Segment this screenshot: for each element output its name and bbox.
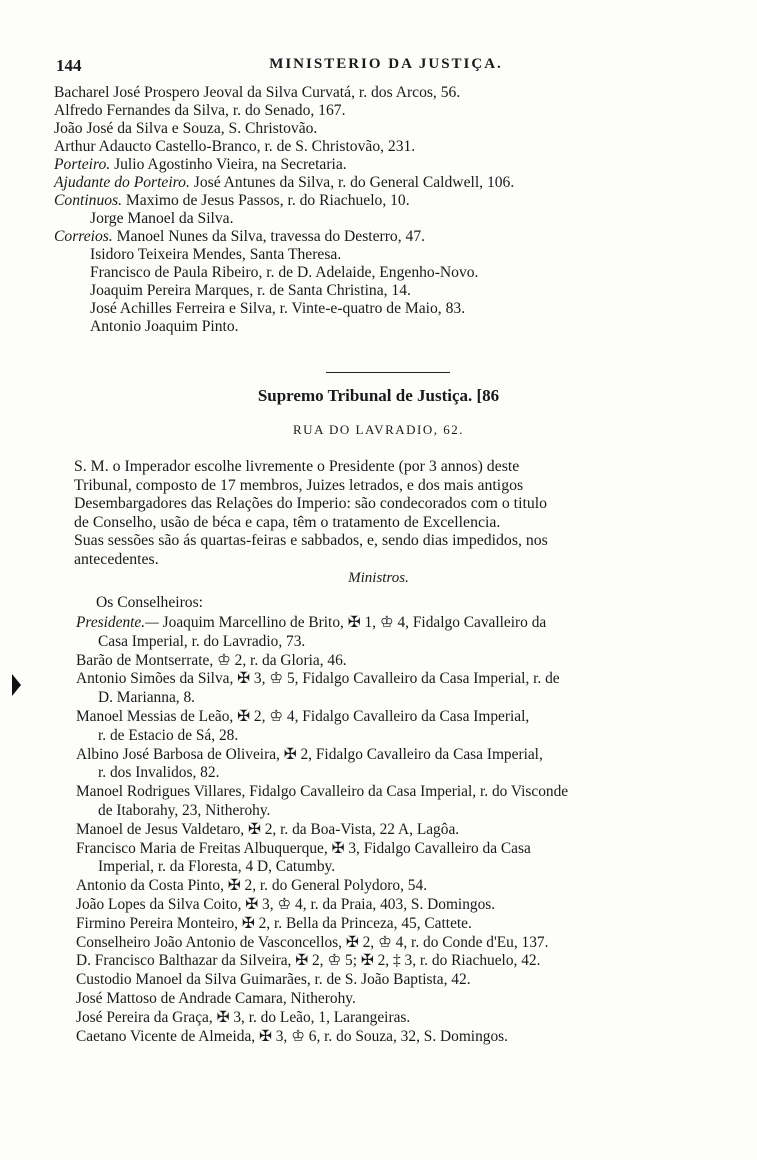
ajudante-line: [54, 174, 704, 192]
minister-entry: D. Francisco Balthazar da Silveira, ✠ 2, ♔ 5; ✠ 2, ‡ 3, r. do Riachuelo, 42.: [76, 952, 541, 970]
section-divider: [326, 372, 450, 373]
tribunal-description: [74, 458, 704, 569]
minister-entry: Manoel Rodrigues Villares, Fidalgo Cavalleiro da Casa Imperial, r. do Visconde: [76, 783, 569, 801]
minister-entry: João Lopes da Silva Coito, ✠ 3, ♔ 4, r. da Praia, 403, S. Domingos.: [76, 895, 496, 913]
staff-line: Alfredo Fernandes da Silva, r. do Senado, 167.: [54, 102, 346, 119]
correios-extra: Joaquim Pereira Marques, r. de Santa Christina, 14.: [90, 282, 411, 299]
ajudante-text: José Antunes da Silva, r. do General Caldwell, 106.: [189, 174, 515, 191]
porteiro-text: Julio Agostinho Vieira, na Secretaria.: [110, 156, 347, 173]
presidente-line: [76, 614, 716, 633]
continuos-text: Maximo de Jesus Passos, r. do Riachuelo, 10.: [122, 192, 410, 209]
minister-entry: Custodio Manoel da Silva Guimarães, r. de S. João Baptista, 42.: [76, 971, 471, 989]
continuos-line: [54, 192, 704, 210]
porteiro-line: [54, 156, 704, 174]
minister-entry: Barão de Montserrate, ♔ 2, r. da Gloria, 46.: [76, 651, 347, 669]
minister-entry: Albino José Barbosa de Oliveira, ✠ 2, Fidalgo Cavalleiro da Casa Imperial,: [76, 745, 543, 763]
correios-line: [54, 228, 704, 246]
correios-extra: José Achilles Ferreira e Silva, r. Vinte-e-quatro de Maio, 83.: [90, 300, 466, 317]
ministers-list: [76, 614, 716, 1046]
minister-entry: Antonio da Costa Pinto, ✠ 2, r. do General Polydoro, 54.: [76, 877, 428, 895]
staff-line: Arthur Adaucto Castello-Branco, r. de S. Christovão, 231.: [54, 138, 416, 155]
paragraph-line: Tribunal, composto de 17 membros, Juizes letrados, e dos mais antigos: [74, 476, 524, 494]
continuos-label: Continuos.: [54, 192, 123, 209]
staff-line: Bacharel José Prospero Jeoval da Silva Curvatá, r. dos Arcos, 56.: [54, 84, 461, 101]
margin-pointer-icon: [12, 674, 21, 696]
ajudante-label: Ajudante do Porteiro.: [54, 174, 190, 191]
correios-extra: Francisco de Paula Ribeiro, r. de D. Adelaide, Engenho-Novo.: [90, 264, 479, 281]
paragraph-line: Desembargadores das Relações do Imperio: são condecorados com o titulo: [74, 495, 548, 512]
secretaria-staff-list: [54, 84, 704, 336]
ministers-entries: [76, 652, 716, 1047]
page-header: [56, 56, 716, 80]
porteiro-label: Porteiro.: [54, 156, 111, 173]
minister-entry: Manoel Messias de Leão, ✠ 2, ♔ 4, Fidalgo Cavalleiro da Casa Imperial,: [76, 707, 530, 725]
minister-entry-continuation: r. de Estacio de Sá, 28.: [98, 726, 239, 744]
paragraph-line: Suas sessões são ás quartas-feiras e sabbados, e, sendo dias impedidos, nos: [74, 532, 548, 549]
presidente-text: Joaquim Marcellino de Brito, ✠ 1, ♔ 4, Fidalgo Cavalleiro da: [158, 614, 547, 631]
correios-text: Manoel Nunes da Silva, travessa do Desterro, 47.: [112, 228, 426, 245]
minister-entry: Caetano Vicente de Almeida, ✠ 3, ♔ 6, r. do Souza, 32, S. Domingos.: [76, 1027, 508, 1045]
minister-entry-continuation: Imperial, r. da Floresta, 4 D, Catumby.: [98, 858, 336, 876]
minister-entry: Conselheiro João Antonio de Vasconcellos, ✠ 2, ♔ 4, r. do Conde d'Eu, 137.: [76, 933, 549, 951]
minister-entry: José Mattoso de Andrade Camara, Nitherohy.: [76, 989, 356, 1007]
section-title: Supremo Tribunal de Justiça. [86: [257, 386, 500, 405]
correios-extra: Isidoro Teixeira Mendes, Santa Theresa.: [90, 246, 342, 263]
paragraph-line: S. M. o Imperador escolhe livremente o Presidente (por 3 annos) deste: [74, 458, 520, 475]
conselheiros-label: Os Conselheiros:: [96, 594, 203, 611]
section-address-text: RUA DO LAVRADIO, 62.: [293, 422, 464, 437]
minister-entry: Francisco Maria de Freitas Albuquerque, ✠ 3, Fidalgo Cavalleiro da Casa: [76, 839, 531, 857]
minister-entry-continuation: r. dos Invalidos, 82.: [98, 764, 220, 782]
minister-entry: José Pereira da Graça, ✠ 3, r. do Leão, 1, Larangeiras.: [76, 1008, 411, 1026]
presidente-label: Presidente.—: [76, 614, 159, 631]
continuos-extra: Jorge Manoel da Silva.: [90, 210, 234, 227]
minister-entry-continuation: D. Marianna, 8.: [98, 689, 196, 707]
running-title: MINISTERIO DA JUSTIÇA.: [269, 56, 503, 72]
section-address: [0, 422, 757, 438]
paragraph-line: antecedentes.: [74, 550, 159, 568]
minister-entry: Manoel de Jesus Valdetaro, ✠ 2, r. da Boa-Vista, 22 A, Lagôa.: [76, 820, 460, 838]
correios-label: Correios.: [54, 228, 113, 245]
ministros-heading: Ministros.: [348, 570, 409, 586]
correios-extra: Antonio Joaquim Pinto.: [90, 318, 239, 335]
minister-entry-continuation: de Itaborahy, 23, Nitherohy.: [98, 801, 271, 819]
page-number: 144: [56, 56, 82, 75]
presidente-line-2: Casa Imperial, r. do Lavradio, 73.: [98, 632, 306, 650]
minister-entry: Antonio Simões da Silva, ✠ 3, ♔ 5, Fidalgo Cavalleiro da Casa Imperial, r. de: [76, 670, 560, 688]
paragraph-line: de Conselho, usão de béca e capa, têm o tratamento de Excellencia.: [74, 513, 501, 531]
staff-line: João José da Silva e Souza, S. Christovão.: [54, 120, 318, 137]
minister-entry: Firmino Pereira Monteiro, ✠ 2, r. Bella da Princeza, 45, Cattete.: [76, 914, 472, 932]
